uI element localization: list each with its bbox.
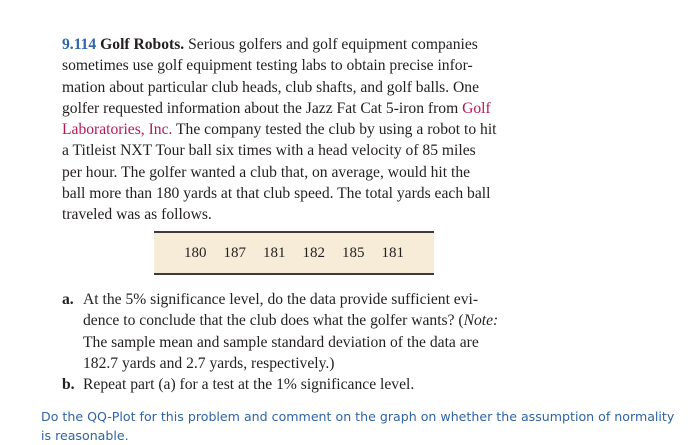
problem-line-8: ball more than 180 yards at that club speed. The total yards each ball: [62, 185, 491, 203]
part-a-text: At the 5% significance level, do the data provide sufficient evi-: [83, 291, 479, 308]
question-parts: [62, 289, 542, 395]
problem-text: The company tested the club by using a robot to hit: [176, 121, 497, 139]
problem-line-3: mation about particular club heads, club shafts, and golf balls. One: [62, 78, 480, 96]
data-table: [154, 231, 434, 275]
part-a-text: dence to conclude that the club does what the golfer wants? (: [83, 312, 464, 330]
part-a-note-label: Note:: [463, 312, 499, 330]
problem-number: 9.114: [62, 36, 97, 53]
problem-text: golfer requested information about the Jazz Fat Cat 5-iron from: [62, 99, 459, 117]
part-a-label: a.: [62, 291, 74, 308]
part-a-line-1: [62, 289, 542, 310]
problem-text: Serious golfers and golf equipment companies: [188, 36, 478, 53]
problem-line-4: [62, 98, 530, 119]
part-b-text: Repeat part (a) for a test at the 1% significance level.: [83, 376, 415, 394]
part-a-line-4: 182.7 yards and 2.7 yards, respectively.): [83, 354, 335, 372]
problem-statement: [62, 34, 530, 226]
problem-line-2: sometimes use golf equipment testing labs to obtain precise infor-: [62, 57, 473, 75]
part-a-line-3: The sample mean and sample standard deviation of the data are: [83, 333, 479, 351]
problem-line-7: per hour. The golfer wanted a club that, on average, would hit the: [62, 163, 471, 181]
data-value: 187: [223, 244, 246, 261]
data-value: 180: [184, 244, 207, 261]
data-value: 181: [381, 244, 404, 261]
problem-line-6: a Titleist NXT Tour ball six times with a head velocity of 85 miles: [62, 142, 476, 160]
golf-laboratories-link[interactable]: Golf: [462, 99, 491, 117]
problem-line-1: [62, 34, 530, 55]
part-a-line-2: [62, 310, 542, 331]
data-value: 182: [302, 244, 325, 261]
golf-laboratories-link-cont[interactable]: Laboratories, Inc.: [62, 121, 173, 139]
assignment-instruction: Do the QQ-Plot for this problem and comment on the graph on whether the assumption of normality is reasonable.: [41, 409, 675, 443]
problem-title: Golf Robots.: [100, 36, 185, 53]
data-value: 181: [263, 244, 286, 261]
problem-line-5: [62, 119, 530, 140]
part-b-label: b.: [62, 376, 75, 394]
data-value: 185: [342, 244, 365, 261]
part-b-line-1: [62, 374, 542, 395]
problem-line-9: traveled was as follows.: [62, 206, 212, 224]
